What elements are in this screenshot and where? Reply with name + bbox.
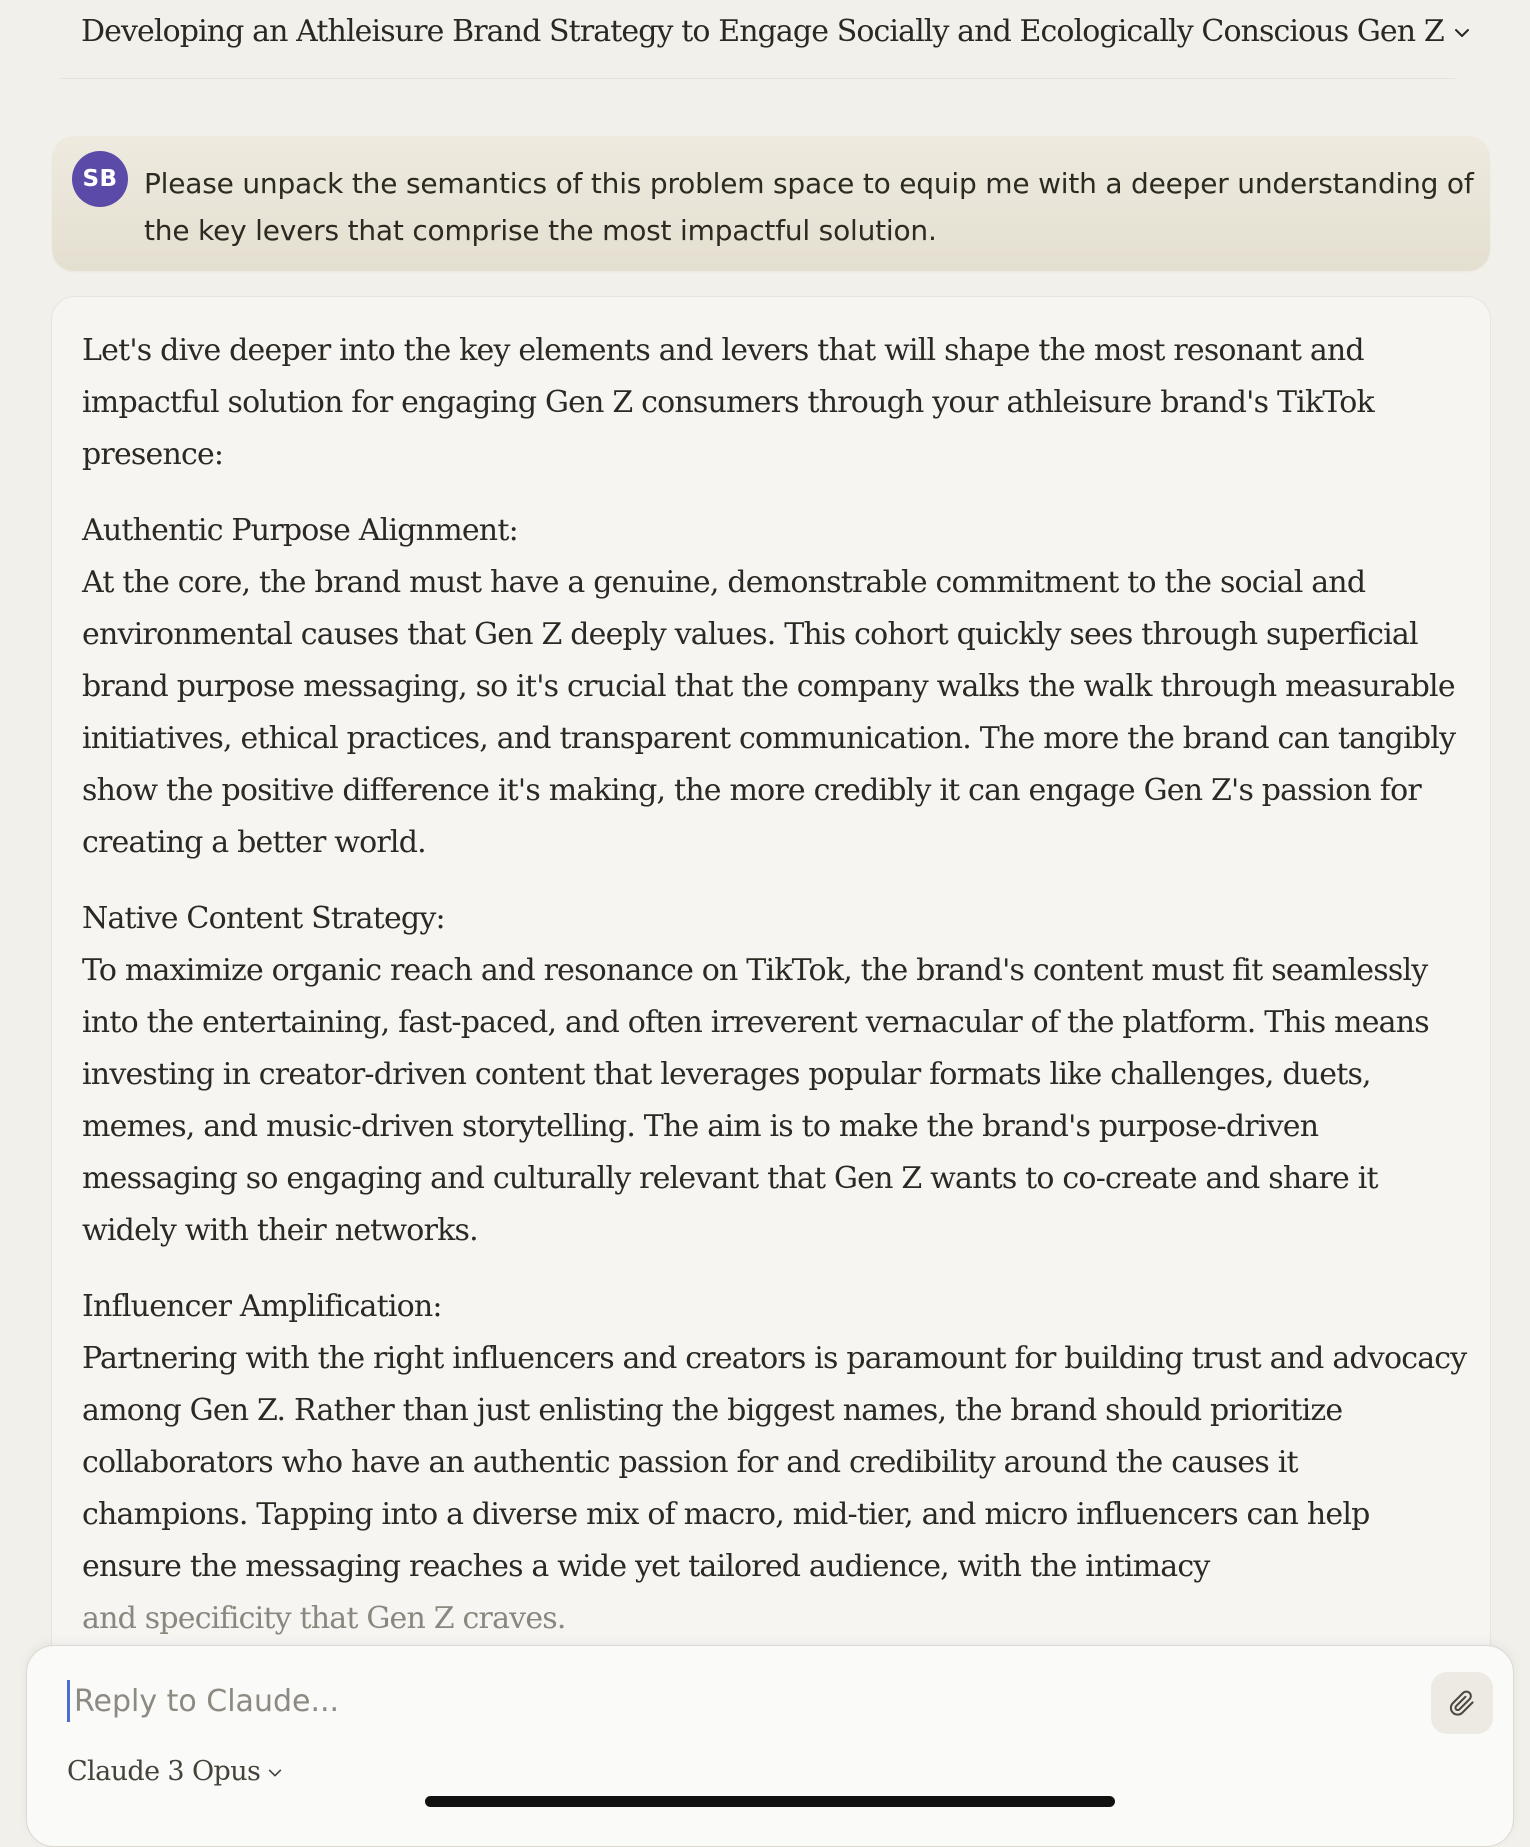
assistant-message-body xyxy=(82,325,1472,1669)
reply-composer xyxy=(26,1645,1514,1847)
assistant-section xyxy=(82,893,1472,1257)
conversation-title-menu[interactable] xyxy=(81,14,1472,49)
home-indicator xyxy=(425,1796,1115,1807)
reply-input[interactable] xyxy=(67,1680,1404,1722)
section-heading: Native Content Strategy: xyxy=(82,901,445,936)
section-heading: Authentic Purpose Alignment: xyxy=(82,513,518,548)
chevron-down-icon xyxy=(1452,23,1472,43)
assistant-section xyxy=(82,505,1472,869)
attach-button[interactable] xyxy=(1431,1672,1493,1734)
section-heading: Influencer Amplification: xyxy=(82,1289,442,1324)
model-selector[interactable] xyxy=(67,1756,284,1787)
conversation-title: Developing an Athleisure Brand Strategy to Engage Socially and Ecologically Conscious Gen Z xyxy=(81,14,1444,49)
section-body: To maximize organic reach and resonance on TikTok, the brand's content must fit seamlessly into the entertaining, fast-paced, and often irreverent vernacular of the platform. This means investing in creator-driven content that leverages popular formats like challenges, duets, memes, and music-driven storytelling. The aim is to make the brand's purpose-driven messaging so engaging and culturally relevant that Gen Z wants to co-create and share it widely with their networks. xyxy=(82,953,1429,1248)
model-label: Claude 3 Opus xyxy=(67,1756,261,1787)
section-body-faded: and specificity that Gen Z craves. xyxy=(82,1601,566,1636)
paperclip-icon xyxy=(1447,1688,1477,1718)
avatar: SB xyxy=(72,151,128,207)
assistant-section xyxy=(82,1281,1472,1645)
section-body: At the core, the brand must have a genuine, demonstrable commitment to the social and environmental causes that Gen Z deeply values. This cohort quickly sees through superficial brand purpose messaging, so it's crucial that the company walks the walk through measurable initiatives, ethical practices, and transparent communication. The more the brand can tangibly show the positive difference it's making, the more credibly it can engage Gen Z's passion for creating a better world. xyxy=(82,565,1456,860)
conversation-header xyxy=(60,0,1455,79)
section-body: Partnering with the right influencers and creators is paramount for building trust and advocacy among Gen Z. Rather than just enlisting the biggest names, the brand should prioritize collaborators who have an authentic passion for and credibility around the causes it champions. Tapping into a diverse mix of macro, mid-tier, and micro influencers can help ensure the messaging reaches a wide yet tailored audience, with the intimacy xyxy=(82,1341,1467,1584)
user-message xyxy=(52,136,1490,271)
assistant-intro: Let's dive deeper into the key elements and levers that will shape the most resonant and impactful solution for engaging Gen Z consumers through your athleisure brand's TikTok presence: xyxy=(82,333,1374,472)
chevron-down-icon xyxy=(266,1764,284,1782)
user-message-text: Please unpack the semantics of this problem space to equip me with a deeper understanding of the key levers that comprise the most impactful solution. xyxy=(144,167,1474,247)
assistant-message xyxy=(51,296,1491,1698)
